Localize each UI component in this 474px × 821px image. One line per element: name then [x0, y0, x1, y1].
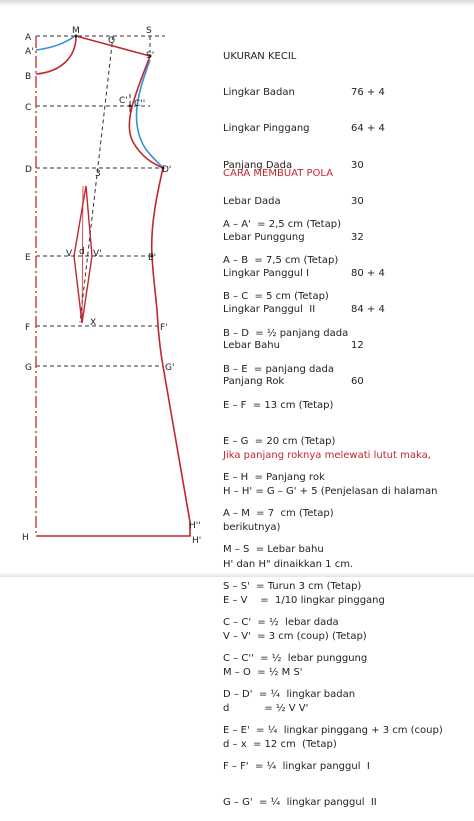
method-step: M – S = Lebar bahu: [223, 544, 324, 556]
bottom-edge-shadow: [0, 572, 474, 577]
measurement-name: Lebar Bahu: [223, 340, 280, 352]
measurement-name: Panjang Dada: [223, 159, 293, 171]
measurement-name: Lingkar Badan: [223, 87, 295, 99]
measurement-name: Lingkar Panggul II: [223, 304, 316, 316]
label-C-dprime: C'': [134, 99, 146, 109]
method-step: A – A' = 2,5 cm (Tetap): [223, 219, 341, 231]
label-A: A: [25, 33, 32, 43]
label-V: V: [66, 249, 73, 259]
measurement-value: 80 + 4: [351, 267, 385, 279]
method-step: A – B = 7,5 cm (Tetap): [223, 255, 339, 267]
label-D-prime: D': [162, 165, 172, 175]
label-A-prime: A': [25, 47, 34, 57]
label-E-prime: E': [148, 253, 157, 263]
method-step: C – C' = ½ lebar dada: [223, 616, 339, 628]
note-lead: Jika panjang roknya melewati lutut maka,: [223, 450, 431, 462]
label-S: S: [146, 26, 152, 36]
measurement-value: 64 + 4: [351, 123, 385, 135]
note-line: M – O = ½ M S': [223, 666, 303, 678]
measurements-title: UKURAN KECIL: [223, 51, 297, 63]
measurement-name: Lebar Punggung: [223, 231, 305, 243]
method-step: E – H = Panjang rok: [223, 472, 325, 484]
measurement-name: Lingkar Pinggang: [223, 123, 310, 135]
label-H-prime: H': [192, 536, 202, 546]
method-title: CARA MEMBUAT POLA: [223, 168, 334, 179]
label-M: M: [72, 26, 80, 36]
note-lead: H – H' = G – G' + 5 (Penjelasan di halaman: [223, 486, 438, 498]
label-C-prime: C': [119, 96, 128, 106]
label-H: H: [22, 533, 29, 543]
method-step: E – F = 13 cm (Tetap): [223, 399, 334, 411]
note-line: H' dan H" dinaikkan 1 cm.: [223, 558, 354, 570]
method-step: E – E' = ¼ lingkar pinggang + 3 cm (coup): [223, 725, 443, 737]
label-3: 3: [95, 169, 101, 179]
label-O: O: [108, 36, 116, 46]
method-step: A – M = 7 cm (Tetap): [223, 508, 334, 520]
method-step: B – E = panjang dada: [223, 363, 334, 375]
method-step: E – G = 20 cm (Tetap): [223, 435, 336, 447]
label-G-prime: G': [165, 363, 175, 373]
method-step: S – S' = Turun 3 cm (Tetap): [223, 580, 362, 592]
note-line: d – x = 12 cm (Tetap): [223, 739, 337, 751]
method-step: B – D = ½ panjang dada: [223, 327, 349, 339]
method-step: G – G' = ¼ lingkar panggul II: [223, 797, 377, 809]
label-E: E: [25, 253, 31, 263]
label-d: d: [79, 247, 85, 257]
label-B: B: [25, 72, 32, 82]
label-H-dprime: H'': [189, 521, 201, 531]
guide-line-diagonal: [80, 36, 116, 322]
note-line: d = ½ V V': [223, 703, 309, 715]
measurement-value: 30: [351, 159, 364, 171]
measurement-value: 60: [351, 376, 364, 388]
measurement-name: Lebar Dada: [223, 195, 281, 207]
label-C: C: [25, 103, 32, 113]
method-step: D – D' = ¼ lingkar badan: [223, 688, 356, 700]
measurement-value: 30: [351, 195, 364, 207]
label-V-prime: V': [93, 249, 102, 259]
point-marker-C-prime: [129, 105, 132, 108]
measurement-value: 76 + 4: [351, 87, 385, 99]
method-step: C – C'' = ½ lebar punggung: [223, 652, 368, 664]
note-line: E – V = 1/10 lingkar pinggang: [223, 594, 385, 606]
measurement-name: Lingkar Panggul I: [223, 267, 310, 279]
label-G: G: [25, 363, 32, 373]
label-X: X: [90, 318, 97, 328]
note-line: V – V' = 3 cm (coup) (Tetap): [223, 630, 367, 642]
method-step: F – F' = ¼ lingkar panggul I: [223, 761, 370, 773]
pattern-outline: [36, 36, 190, 536]
label-F-prime: F': [160, 323, 168, 333]
measurement-row: [223, 123, 385, 135]
notes-section: [223, 426, 437, 763]
measurement-value: 32: [351, 231, 364, 243]
measurement-name: Panjang Rok: [223, 376, 285, 388]
back-neckline: [36, 36, 75, 50]
measurement-row: [223, 87, 385, 99]
method-step: B – C = 5 cm (Tetap): [223, 291, 329, 303]
note-lead: berikutnya): [223, 522, 281, 534]
pattern-diagram: [0, 0, 215, 577]
measurement-value: 84 + 4: [351, 304, 385, 316]
measurement-value: 12: [351, 340, 364, 352]
label-F: F: [25, 323, 31, 333]
label-S-prime: S': [146, 51, 155, 61]
label-D: D: [25, 165, 32, 175]
